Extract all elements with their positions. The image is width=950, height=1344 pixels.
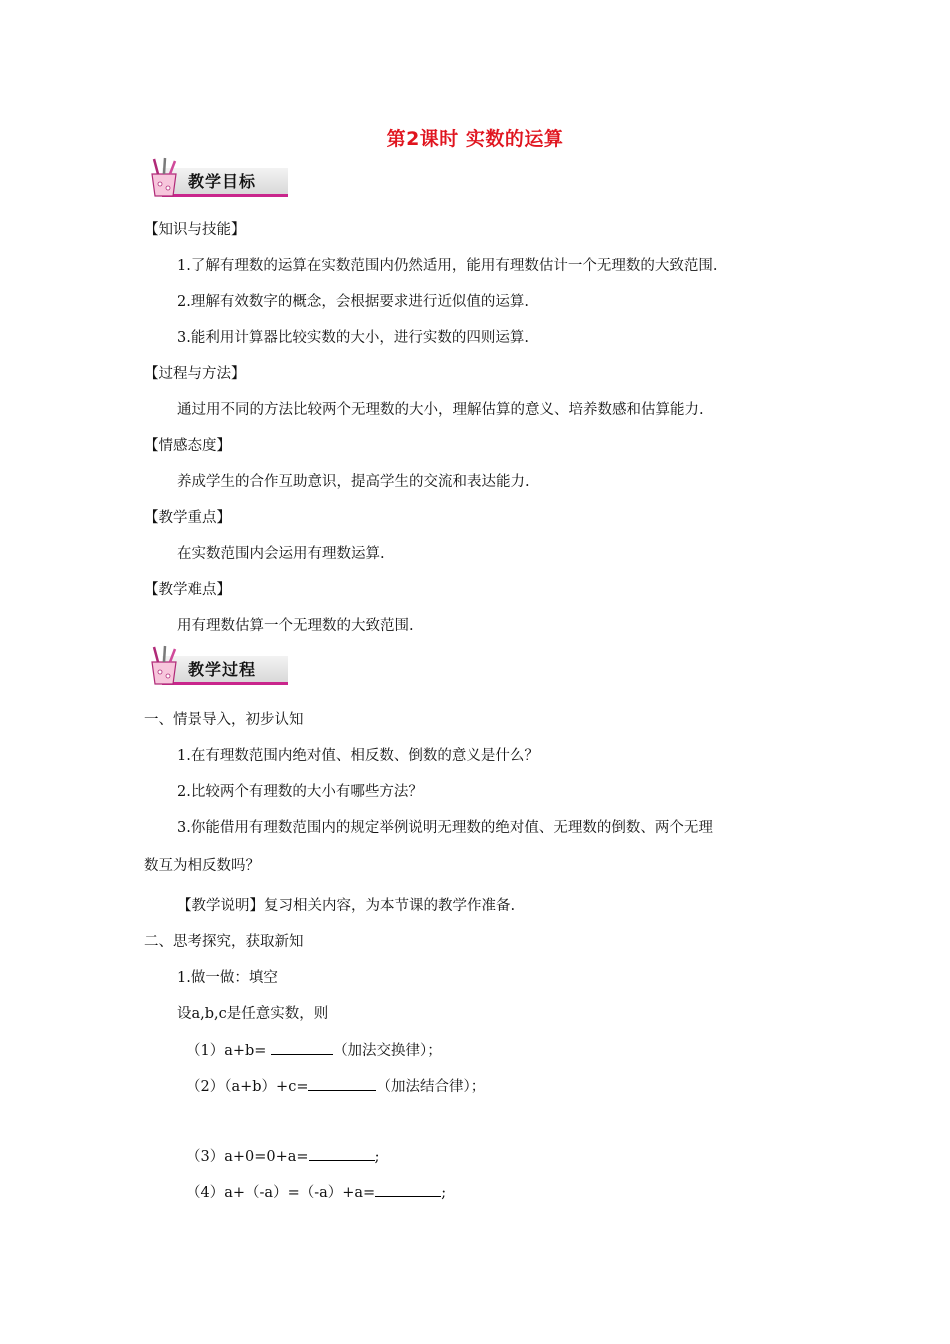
goals-banner-label: 教学目标	[188, 172, 257, 191]
fill-4-suffix: ;	[441, 1185, 447, 1201]
pencil-cup-icon	[144, 644, 184, 688]
key-point-heading: 【教学重点】	[144, 510, 231, 526]
fill-2-blank[interactable]	[308, 1076, 376, 1091]
fill-3-suffix: ;	[374, 1149, 380, 1165]
emotion-text: 养成学生的合作互助意识，提高学生的交流和表达能力.	[177, 474, 530, 490]
section1-item-3-cont: 数互为相反数吗？	[144, 858, 260, 874]
goals-banner	[140, 160, 290, 200]
fill-4-prefix: （4）a+（-a）=（-a）+a=	[186, 1185, 376, 1201]
difficulty-text: 用有理数估算一个无理数的大致范围.	[177, 618, 414, 634]
difficulty-heading: 【教学难点】	[144, 582, 231, 598]
section1-heading: 一、情景导入，初步认知	[144, 712, 304, 728]
process-banner-label: 教学过程	[188, 660, 257, 679]
task-label: 1.做一做：填空	[177, 970, 278, 986]
process-method-heading: 【过程与方法】	[144, 366, 246, 382]
premise-text: 设a,b,c是任意实数，则	[177, 1006, 329, 1022]
knowledge-item-1: 1.了解有理数的运算在实数范围内仍然适用，能用有理数估计一个无理数的大致范围.	[177, 258, 718, 274]
fill-3-prefix: （3）a+0=0+a=	[186, 1149, 309, 1165]
knowledge-heading: 【知识与技能】	[144, 222, 246, 238]
fill-line-3	[186, 1146, 379, 1167]
fill-line-4	[186, 1182, 446, 1203]
section1-item-2: 2.比较两个有理数的大小有哪些方法？	[177, 784, 423, 800]
section1-item-3: 3.你能借用有理数范围内的规定举例说明无理数的绝对值、无理数的倒数、两个无理	[177, 820, 713, 836]
page-title: 第2课时 实数的运算	[386, 128, 564, 150]
knowledge-item-2: 2.理解有效数字的概念，会根据要求进行近似值的运算.	[177, 294, 529, 310]
fill-1-prefix: （1）a+b=	[186, 1043, 272, 1059]
emotion-heading: 【情感态度】	[144, 438, 231, 454]
pencil-cup-icon	[144, 156, 184, 200]
fill-1-blank[interactable]	[271, 1040, 333, 1055]
key-point-text: 在实数范围内会运用有理数运算.	[177, 546, 385, 562]
fill-1-suffix: （加法交换律）；	[333, 1043, 442, 1059]
section1-item-1: 1.在有理数范围内绝对值、相反数、倒数的意义是什么？	[177, 748, 539, 764]
fill-2-suffix: （加法结合律）；	[376, 1079, 486, 1095]
fill-line-2	[186, 1076, 485, 1097]
process-banner	[140, 648, 290, 688]
section2-heading: 二、思考探究，获取新知	[144, 934, 304, 950]
fill-2-prefix: （2）（a+b）+c=	[186, 1079, 309, 1095]
fill-3-blank[interactable]	[309, 1146, 375, 1161]
teaching-note: 【教学说明】复习相关内容，为本节课的教学作准备.	[177, 898, 516, 914]
fill-line-1	[186, 1040, 442, 1061]
process-method-text: 通过用不同的方法比较两个无理数的大小，理解估算的意义、培养数感和估算能力.	[177, 402, 704, 418]
fill-4-blank[interactable]	[375, 1182, 441, 1197]
knowledge-item-3: 3.能利用计算器比较实数的大小，进行实数的四则运算.	[177, 330, 529, 346]
